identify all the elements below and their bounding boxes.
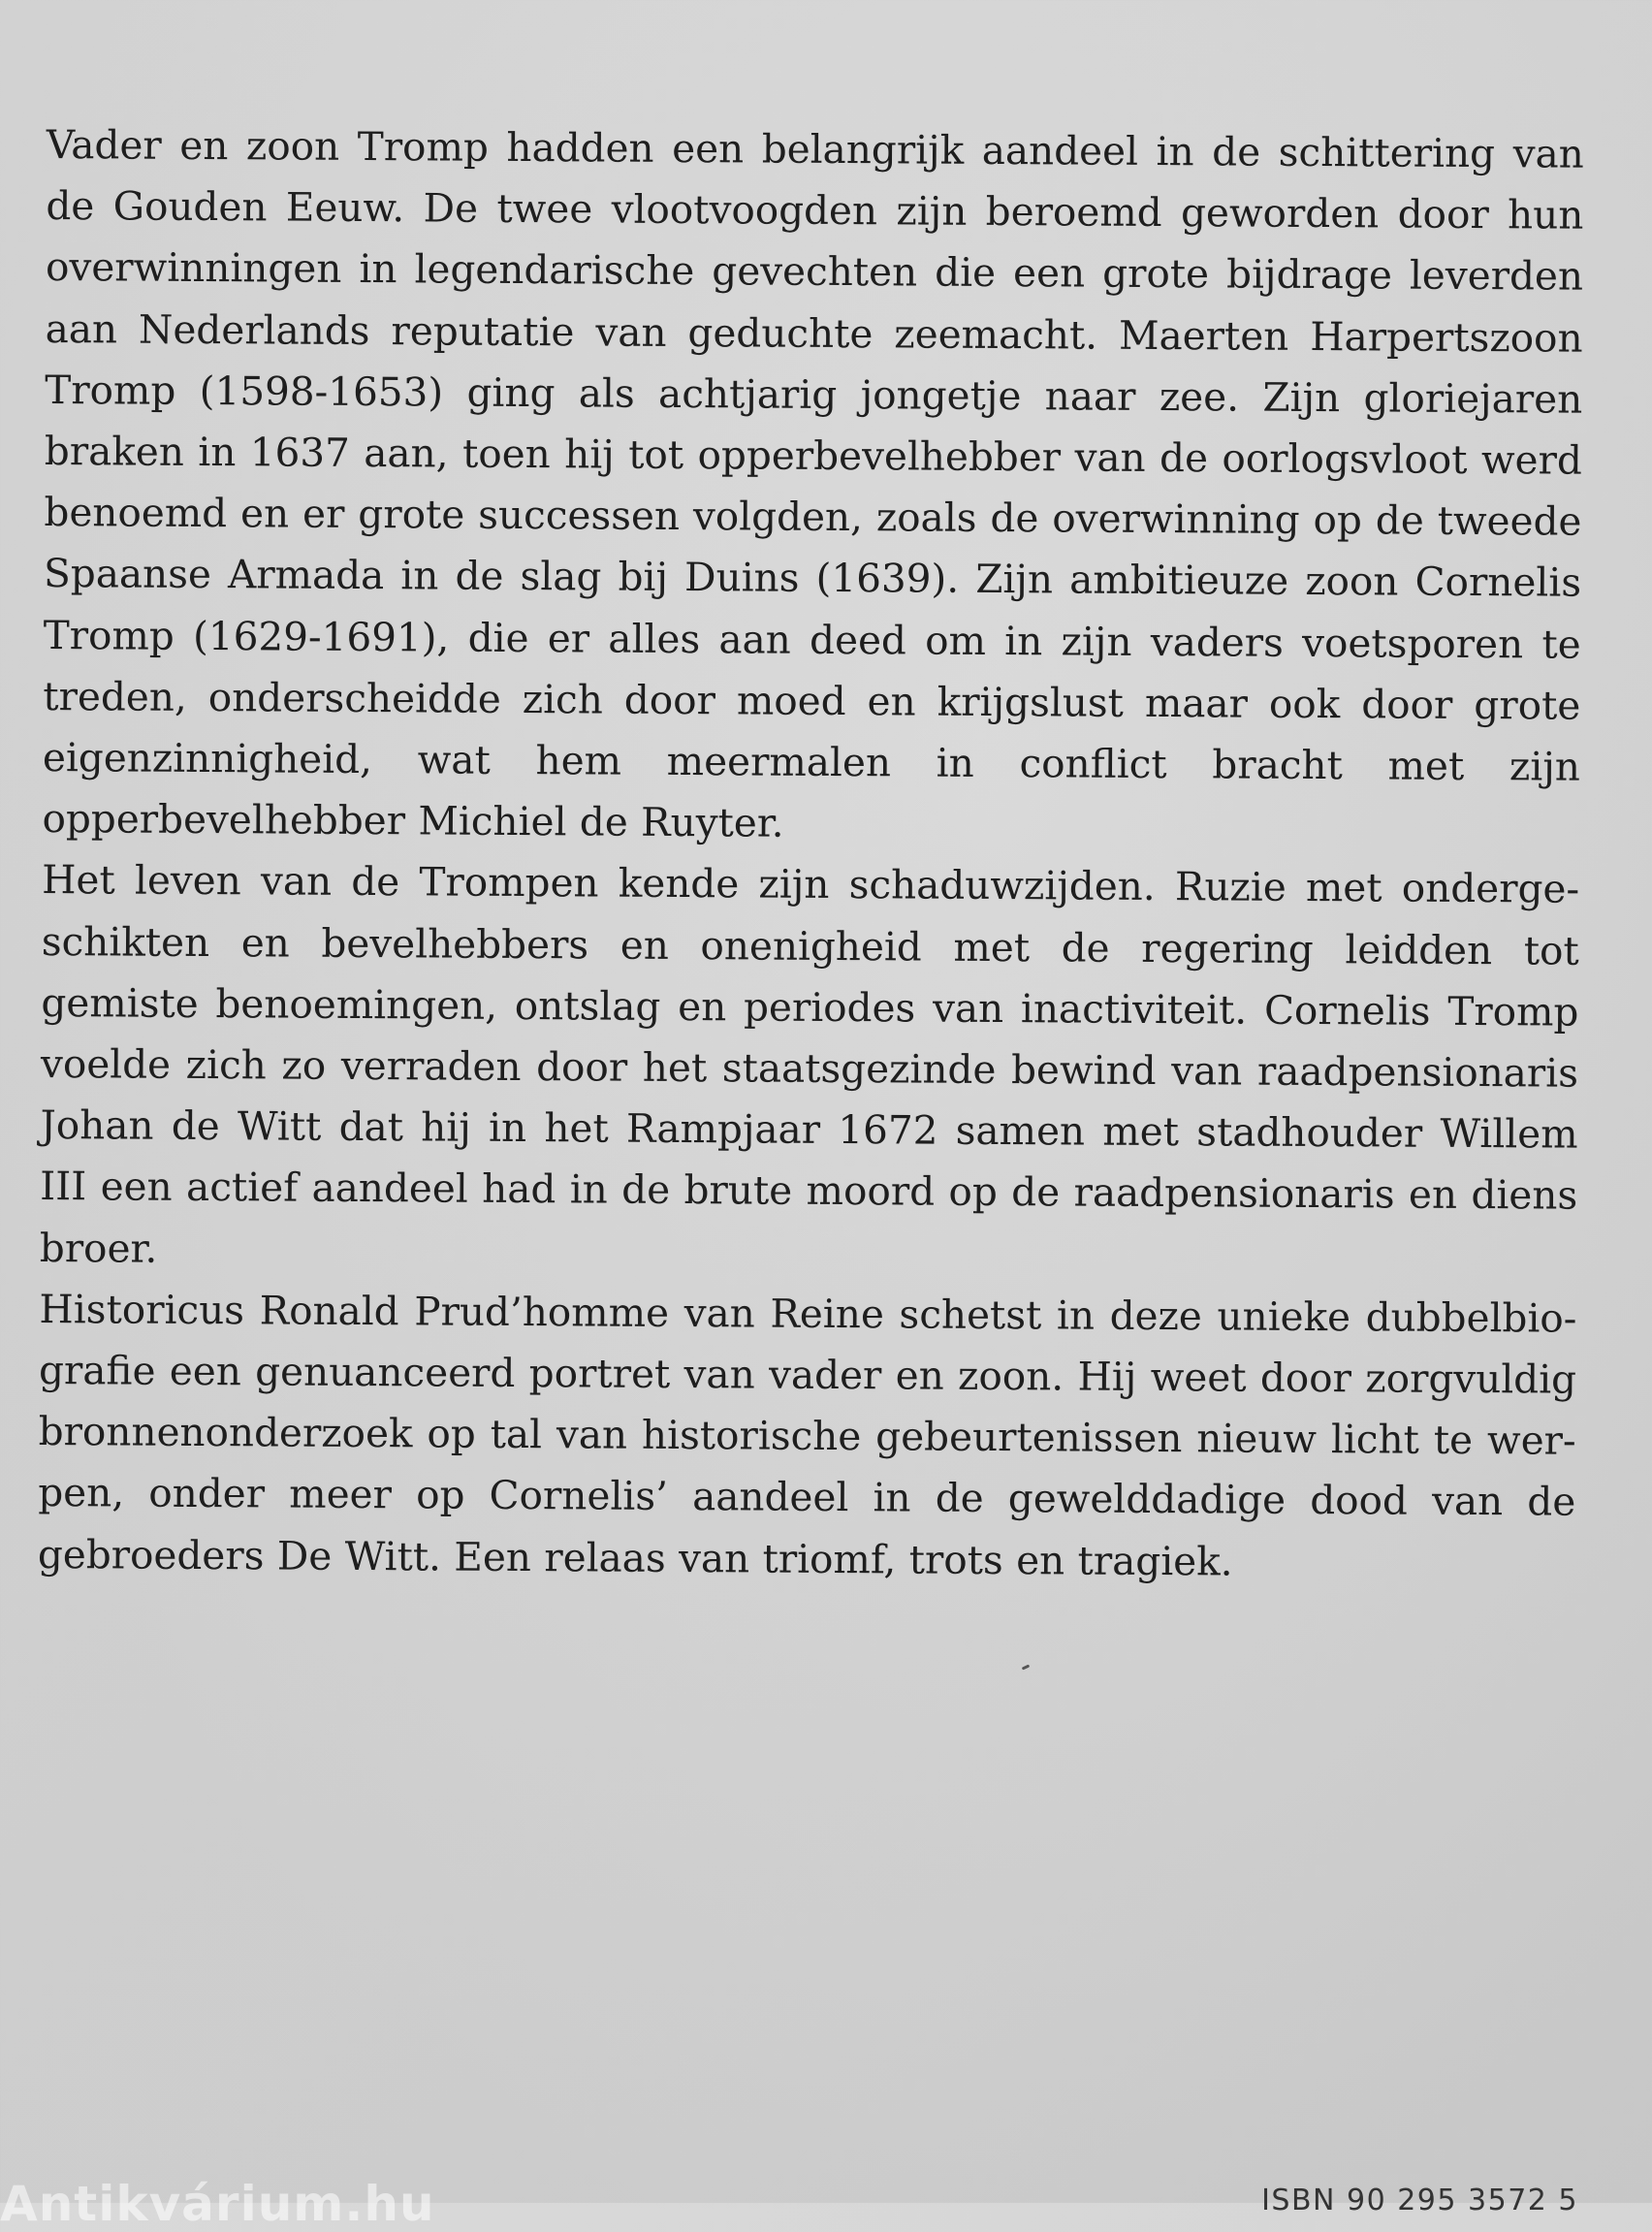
- paragraph-2: Het leven van de Trompen kende zijn schaduwzijden. Ruzie met ondergeschikten en bevelhebbers en onenigheid met de regering leidden tot gemiste benoemingen, ontslag en periodes van inactiviteit. Cornelis Tromp voelde zich zo verraden door het staatsgezinde bewind van raadpensionaris Johan de Witt dat hij in het Rampjaar 1672 samen met stadhouder Willem III een actief aandeel had in de brute moord op de raadpensionaris en diens broer.: [39, 856, 1580, 1272]
- paragraph-3: Historicus Ronald Prud’homme van Reine schetst in deze unieke dubbelbiografie een genuanceerd portret van vader en zoon. Hij weet door zorgvuldig bronnenonderzoek op tal van historische gebeurtenissen nieuw licht te werpen, onder meer op Cornelis’ aandeel in de gewelddadige dood van de gebroeders De Witt. Een relaas van triomf, trots en tragiek.: [37, 1285, 1577, 1585]
- paragraph-1: Vader en zoon Tromp hadden een belangrijk aandeel in de schittering van de Gouden Eeuw. De twee vlootvoogden zijn beroemd geworden door hun overwinningen in legendarische gevechten die een grote bijdrage leverden aan Nederlands reputatie van geduchte zeemacht. Maerten Harpertszoon Tromp (1598-1653) ging als achtjarig jongetje naar zee. Zijn gloriejaren braken in 1637 aan, toen hij tot opperbevelhebber van de oorlogsvloot werd benoemd en er grote successen volgden, zoals de overwinning op de tweede Spaanse Armada in de slag bij Duins (1639). Zijn ambitieuze zoon Cornelis Tromp (1629-1691), die er alles aan deed om in zijn vaders voetsporen te treden, onderscheidde zich door moed en krijgslust maar ook door grote eigenzinnigheid, wat hem meermalen in conflict bracht met zijn opperbevelhebber Michiel de Ruyter.: [42, 120, 1584, 846]
- isbn-number: ISBN 90 295 3572 5: [1261, 2184, 1578, 2217]
- blurb-text: [38, 114, 1584, 1595]
- watermark: Antikvárium.hu: [0, 2176, 435, 2232]
- paper-speck: [1022, 1664, 1031, 1670]
